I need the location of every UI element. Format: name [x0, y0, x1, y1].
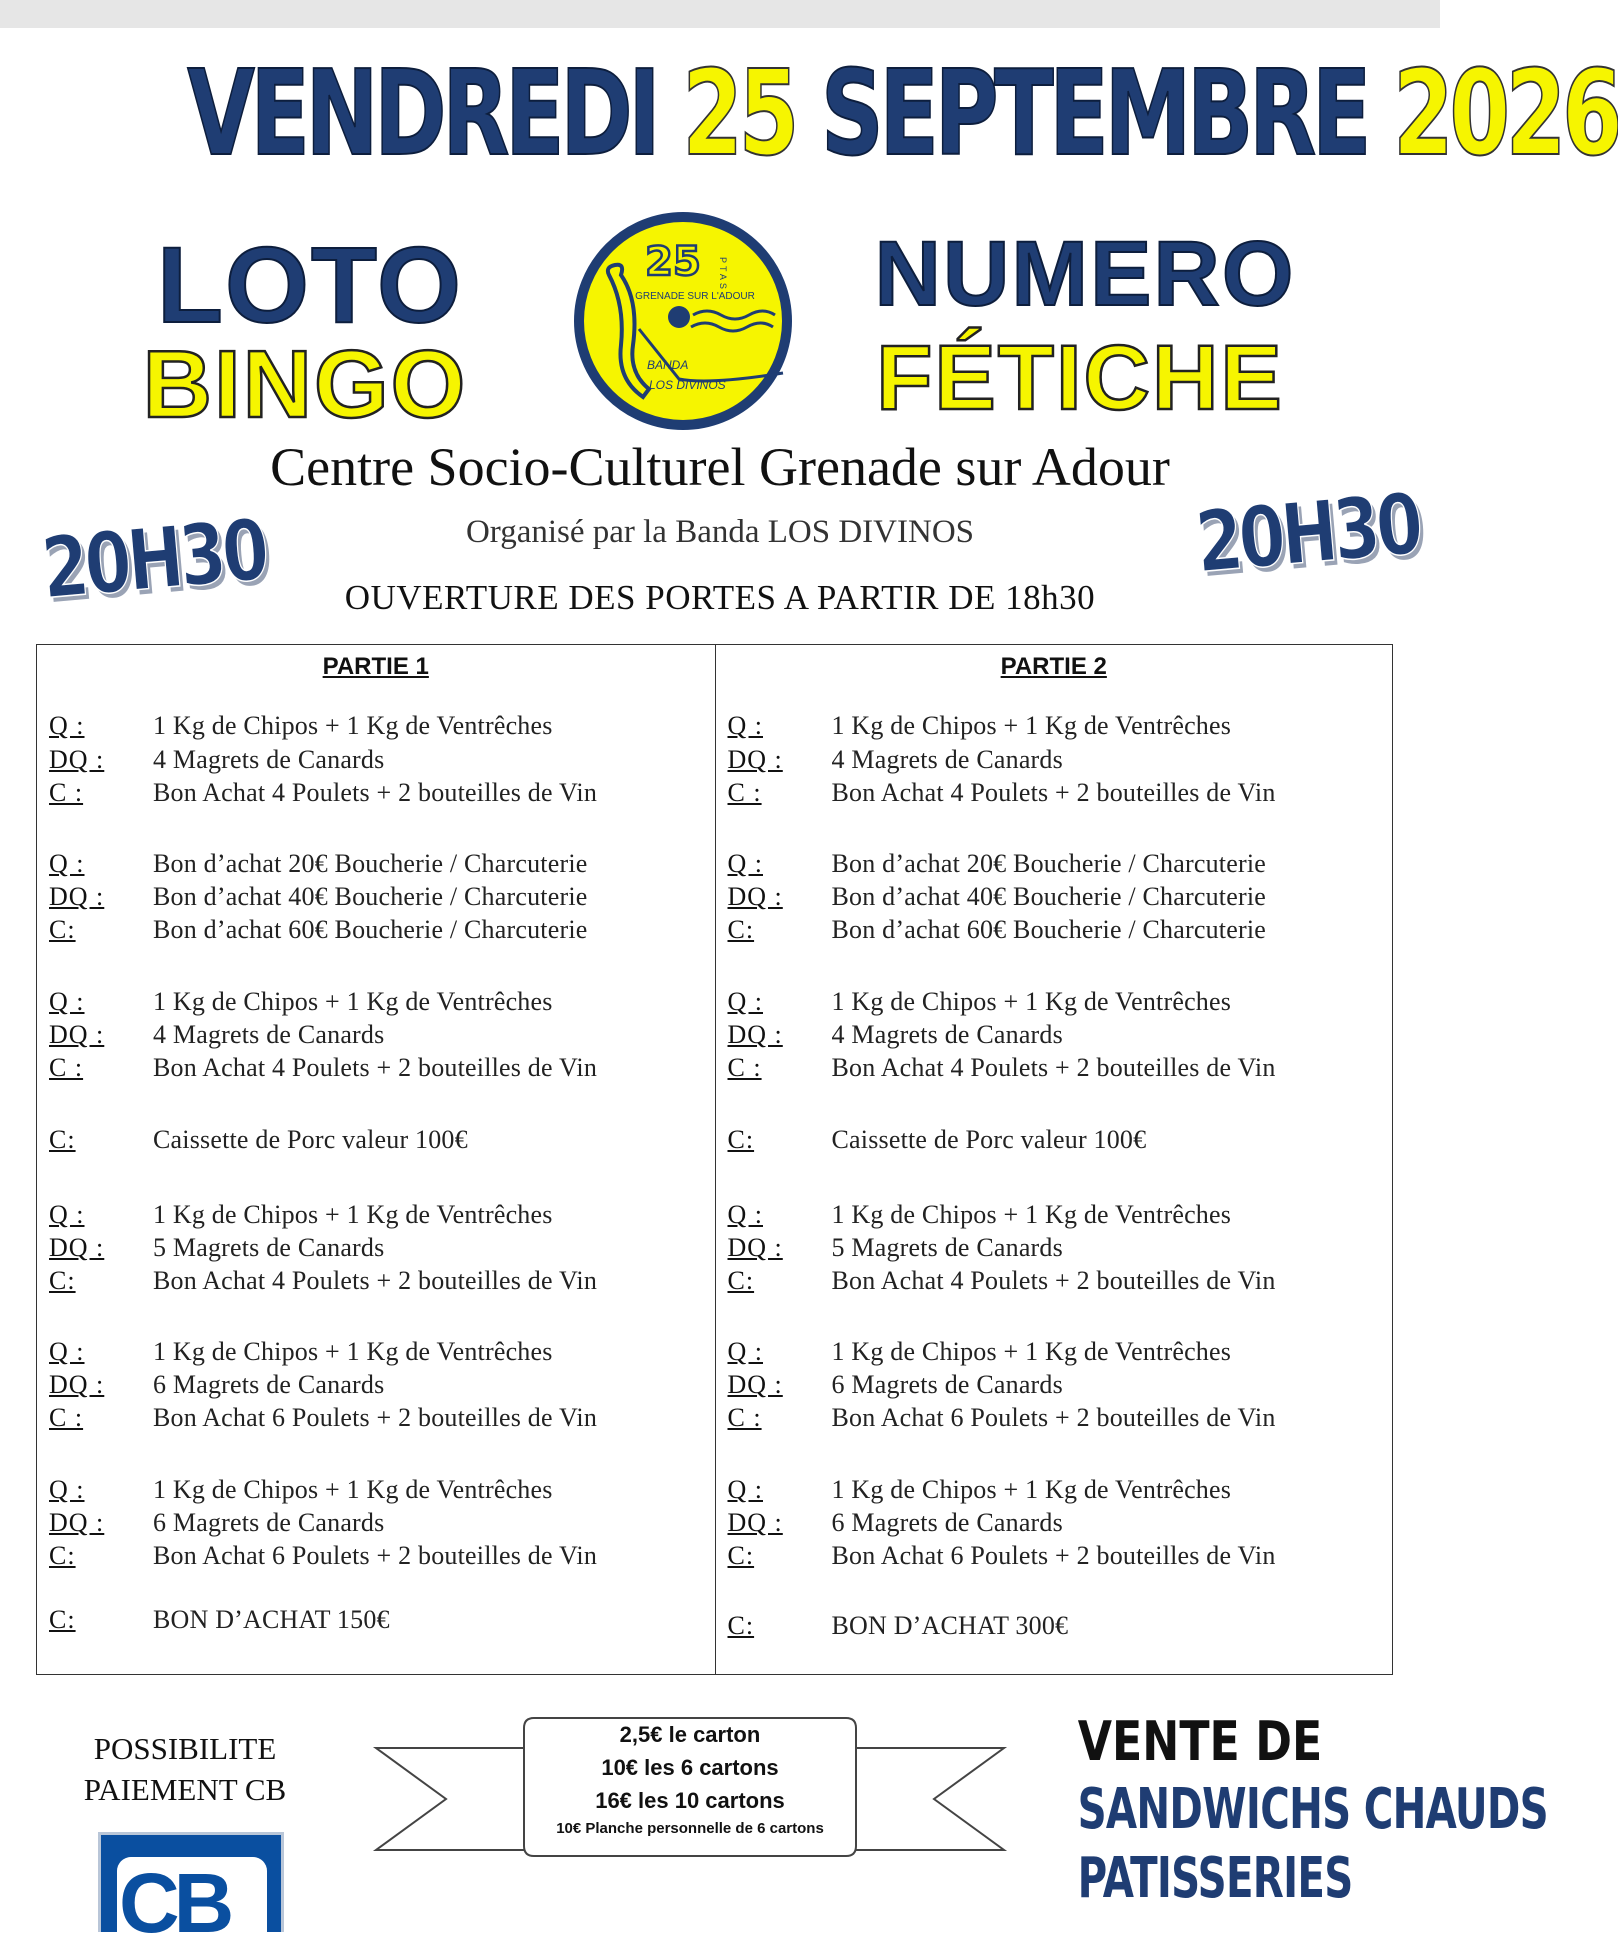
prize-code: Q : — [727, 1475, 763, 1504]
prize-text: Bon d’achat 40€ Boucherie / Charcuterie — [831, 882, 1266, 911]
prize-code: C: — [727, 1541, 755, 1570]
prize-code: DQ : — [49, 1233, 105, 1262]
price-line: 10€ les 6 cartons — [601, 1755, 779, 1780]
prize-code: C: — [49, 915, 76, 944]
sales-item: SANDWICHS CHAUDS — [1077, 1777, 1548, 1842]
price-line: 16€ les 10 cartons — [595, 1788, 785, 1813]
prize-code: DQ : — [727, 1020, 783, 1049]
prize-text: 4 Magrets de Canards — [831, 1020, 1063, 1049]
prize-table — [36, 644, 1393, 1675]
logo-town: GRENADE SUR L'ADOUR — [635, 291, 755, 302]
prize-code: C: — [49, 1125, 76, 1154]
prize-code: C: — [727, 915, 755, 944]
prize-text: 4 Magrets de Canards — [831, 745, 1063, 774]
column-title: PARTIE 1 — [322, 653, 429, 680]
logo-letters: PTAS — [718, 257, 728, 292]
prize-text: 1 Kg de Chipos + 1 Kg de Ventrêches — [153, 1475, 553, 1504]
price-note: 10€ Planche personnelle de 6 cartons — [556, 1820, 824, 1837]
prize-text: Bon Achat 6 Poulets + 2 bouteilles de Vin — [153, 1541, 598, 1570]
date-headline — [187, 44, 1618, 182]
price-line: 2,5€ le carton — [619, 1722, 761, 1747]
prize-text: 1 Kg de Chipos + 1 Kg de Ventrêches — [831, 1475, 1232, 1504]
prize-text: Bon Achat 4 Poulets + 2 bouteilles de Vin — [831, 1053, 1276, 1082]
prize-text: 1 Kg de Chipos + 1 Kg de Ventrêches — [831, 1200, 1232, 1229]
prize-text: 5 Magrets de Canards — [153, 1233, 385, 1262]
prize-text: 4 Magrets de Canards — [153, 1020, 385, 1049]
column-title: PARTIE 2 — [1000, 653, 1107, 680]
headline-year: 2026 — [1393, 44, 1618, 182]
prize-code: DQ : — [727, 1370, 783, 1399]
prize-text: Bon Achat 4 Poulets + 2 bouteilles de Vin — [153, 1053, 598, 1082]
prize-code: Q : — [49, 1337, 85, 1366]
logo-banda: BANDA — [647, 358, 689, 372]
prize-code: Q : — [49, 987, 85, 1016]
prize-text: Bon d’achat 20€ Boucherie / Charcuterie — [831, 849, 1266, 878]
prize-text: 6 Magrets de Canards — [831, 1508, 1063, 1537]
prize-code: DQ : — [49, 1508, 105, 1537]
ribbon-left-tail — [376, 1748, 536, 1850]
prize-text: Bon Achat 6 Poulets + 2 bouteilles de Vin — [153, 1403, 598, 1432]
prize-text: 6 Magrets de Canards — [831, 1370, 1063, 1399]
prize-code: DQ : — [49, 1370, 105, 1399]
prize-code: C: — [49, 1541, 76, 1570]
sales-item: PATISSERIES — [1077, 1846, 1353, 1911]
cb-card-text: CB — [119, 1856, 229, 1950]
payment-note — [40, 1728, 330, 1810]
prize-text: Bon Achat 4 Poulets + 2 bouteilles de Vin — [153, 778, 598, 807]
prize-code: Q : — [49, 1200, 85, 1229]
cb-card-logo — [98, 1832, 284, 1950]
title-bingo: BINGO — [142, 331, 468, 438]
prize-code: DQ : — [49, 745, 105, 774]
start-time-right: 20H30 — [1192, 474, 1423, 592]
prize-code: DQ : — [727, 745, 783, 774]
prize-code: Q : — [727, 711, 763, 740]
prize-code: C : — [49, 1053, 84, 1082]
prize-text: 5 Magrets de Canards — [831, 1233, 1063, 1262]
prize-code: C : — [727, 1403, 762, 1432]
title-fetiche: FÉTICHE — [876, 327, 1284, 429]
prize-text: 6 Magrets de Canards — [153, 1370, 385, 1399]
prize-code: Q : — [49, 711, 85, 740]
prize-code: C: — [727, 1611, 755, 1640]
prize-code: Q : — [49, 1475, 85, 1504]
prize-code: C: — [727, 1266, 755, 1295]
venue: Centre Socio-Culturel Grenade sur Adour — [270, 437, 1170, 497]
title-loto: LOTO — [156, 224, 463, 345]
prize-code: C: — [49, 1605, 76, 1634]
start-time-left: 20H30 — [38, 500, 269, 618]
partie-1-column — [37, 645, 715, 1674]
prize-text: Bon Achat 4 Poulets + 2 bouteilles de Vin — [153, 1266, 598, 1295]
prize-text: 6 Magrets de Canards — [153, 1508, 385, 1537]
prize-text: Bon d’achat 40€ Boucherie / Charcuterie — [153, 882, 588, 911]
prize-code: C : — [727, 778, 762, 807]
prize-text: 1 Kg de Chipos + 1 Kg de Ventrêches — [153, 711, 553, 740]
logo-name: LOS DIVINOS — [649, 378, 726, 392]
prize-code: C : — [49, 778, 84, 807]
prize-code: Q : — [727, 1337, 763, 1366]
price-list — [534, 1718, 846, 1841]
prize-text: 1 Kg de Chipos + 1 Kg de Ventrêches — [831, 987, 1232, 1016]
prize-code: Q : — [727, 987, 763, 1016]
headline-date-number: 25 — [682, 44, 795, 182]
prize-code: DQ : — [49, 1020, 105, 1049]
prize-text: 1 Kg de Chipos + 1 Kg de Ventrêches — [831, 711, 1232, 740]
prize-code: Q : — [49, 849, 85, 878]
prize-text: Caissette de Porc valeur 100€ — [153, 1125, 468, 1154]
prize-text: Bon Achat 4 Poulets + 2 bouteilles de Vin — [831, 778, 1276, 807]
payment-line-2: PAIEMENT CB — [83, 1772, 287, 1807]
prize-code: DQ : — [727, 1233, 783, 1262]
prize-code: C: — [727, 1125, 755, 1154]
sales-title: VENTE DE — [1077, 1710, 1323, 1773]
logo-number: 25 — [645, 239, 701, 285]
prize-text: Bon Achat 6 Poulets + 2 bouteilles de Vin — [831, 1541, 1276, 1570]
prize-text: Bon d’achat 60€ Boucherie / Charcuterie — [153, 915, 588, 944]
organizer: Organisé par la Banda LOS DIVINOS — [465, 514, 975, 550]
prize-text: Bon d’achat 60€ Boucherie / Charcuterie — [831, 915, 1266, 944]
prize-text: BON D’ACHAT 150€ — [153, 1605, 390, 1634]
prize-code: C: — [49, 1266, 76, 1295]
sales-block — [1030, 1710, 1548, 1911]
doors-opening: OUVERTURE DES PORTES A PARTIR DE 18h30 — [344, 578, 1096, 617]
prize-text: 1 Kg de Chipos + 1 Kg de Ventrêches — [153, 987, 553, 1016]
headline-day: VENDREDI — [187, 44, 657, 182]
prize-text: Caissette de Porc valeur 100€ — [831, 1125, 1147, 1154]
top-bar — [0, 0, 1440, 28]
headline-month: SEPTEMBRE — [820, 44, 1368, 182]
prize-text: BON D’ACHAT 300€ — [831, 1611, 1069, 1640]
prize-text: Bon Achat 6 Poulets + 2 bouteilles de Vin — [831, 1403, 1276, 1432]
title-numero: NUMERO — [874, 223, 1296, 325]
prize-code: C : — [727, 1053, 762, 1082]
payment-line-1: POSSIBILITE — [93, 1731, 277, 1766]
prize-code: DQ : — [727, 882, 783, 911]
prize-code: Q : — [727, 849, 763, 878]
prize-code: Q : — [727, 1200, 763, 1229]
prize-code: C : — [49, 1403, 84, 1432]
prize-text: 1 Kg de Chipos + 1 Kg de Ventrêches — [153, 1337, 553, 1366]
prize-text: 1 Kg de Chipos + 1 Kg de Ventrêches — [153, 1200, 553, 1229]
prize-text: Bon Achat 4 Poulets + 2 bouteilles de Vin — [831, 1266, 1276, 1295]
prize-text: Bon d’achat 20€ Boucherie / Charcuterie — [153, 849, 588, 878]
banda-logo — [573, 211, 793, 431]
logo-ball-icon — [668, 306, 690, 328]
prize-text: 1 Kg de Chipos + 1 Kg de Ventrêches — [831, 1337, 1232, 1366]
prize-text: 4 Magrets de Canards — [153, 745, 385, 774]
partie-2-column — [715, 645, 1393, 1674]
prize-code: DQ : — [727, 1508, 783, 1537]
ribbon-right-tail — [844, 1748, 1004, 1850]
prize-code: DQ : — [49, 882, 105, 911]
